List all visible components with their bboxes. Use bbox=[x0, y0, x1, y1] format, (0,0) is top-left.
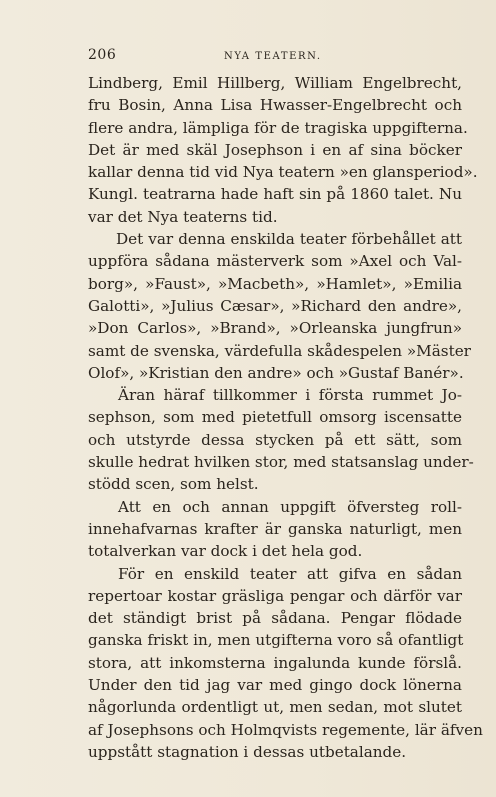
text-line: Under den tid jag var med gingo dock lönerna bbox=[88, 676, 462, 695]
text-line: flere andra, lämpliga för de tragiska uppgifterna. bbox=[88, 118, 468, 137]
text-line: af Josephsons och Holmqvists regemente, lär äfven bbox=[88, 720, 483, 739]
text-line: stora, att inkomsterna ingalunda kunde förslå. bbox=[88, 653, 462, 672]
body-text bbox=[88, 72, 483, 763]
text-line: samt de svenska, värdefulla skådespelen »Mäster bbox=[88, 341, 471, 360]
text-line: och utstyrde dessa stycken på ett sätt, som bbox=[88, 430, 462, 449]
text-line: skulle hedrat hvilken stor, med statsanslag under- bbox=[88, 453, 474, 472]
text-line: Det var denna enskilda teater förbehållet att bbox=[116, 230, 462, 249]
text-line: »Don Carlos», »Brand», »Orleanska jungfrun» bbox=[88, 319, 462, 338]
text-line: För en enskild teater att gifva en sådan bbox=[118, 564, 462, 583]
text-line: någorlunda ordentligt ut, men sedan, mot slutet bbox=[88, 698, 462, 717]
text-line: var det Nya teaterns tid. bbox=[88, 207, 278, 226]
text-line: Kungl. teatrarna hade haft sin på 1860 talet. Nu bbox=[88, 185, 462, 204]
text-line: det ständigt brist på sådana. Pengar flödade bbox=[88, 609, 462, 628]
page-header bbox=[88, 47, 468, 67]
text-line: Olof», »Kristian den andre» och »Gustaf Banér». bbox=[88, 363, 464, 382]
text-line: sephson, som med pietetfull omsorg iscensatte bbox=[88, 408, 462, 427]
text-line: uppstått stagnation i dessas utbetalande. bbox=[88, 742, 407, 761]
text-line: Det är med skäl Josephson i en af sina böcker bbox=[88, 140, 462, 159]
text-line: Äran häraf tillkommer i första rummet Jo- bbox=[118, 386, 462, 405]
page-number: 206 bbox=[88, 47, 117, 63]
text-line: kallar denna tid vid Nya teatern »en glansperiod». bbox=[88, 163, 478, 182]
text-line: borg», »Faust», »Macbeth», »Hamlet», »Emilia bbox=[88, 274, 462, 293]
text-line: Galotti», »Julius Cæsar», »Richard den andre», bbox=[88, 296, 462, 315]
text-line: totalverkan var dock i det hela god. bbox=[88, 542, 363, 561]
text-line: stödd scen, som helst. bbox=[88, 475, 259, 494]
text-line: fru Bosin, Anna Lisa Hwasser-Engelbrecht och bbox=[88, 96, 462, 115]
text-line: innehafvarnas krafter är ganska naturligt, men bbox=[88, 519, 462, 538]
running-title: NYA TEATERN. bbox=[224, 51, 322, 62]
text-line: Lindberg, Emil Hillberg, William Engelbrecht, bbox=[88, 74, 462, 92]
text-line: Att en och annan uppgift öfversteg roll- bbox=[118, 497, 462, 516]
text-line: repertoar kostar gräsliga pengar och därför var bbox=[88, 586, 462, 605]
text-line: ganska friskt in, men utgifterna voro så ofantligt bbox=[88, 631, 464, 650]
text-line: uppföra sådana mästerverk som »Axel och Val- bbox=[88, 252, 462, 271]
